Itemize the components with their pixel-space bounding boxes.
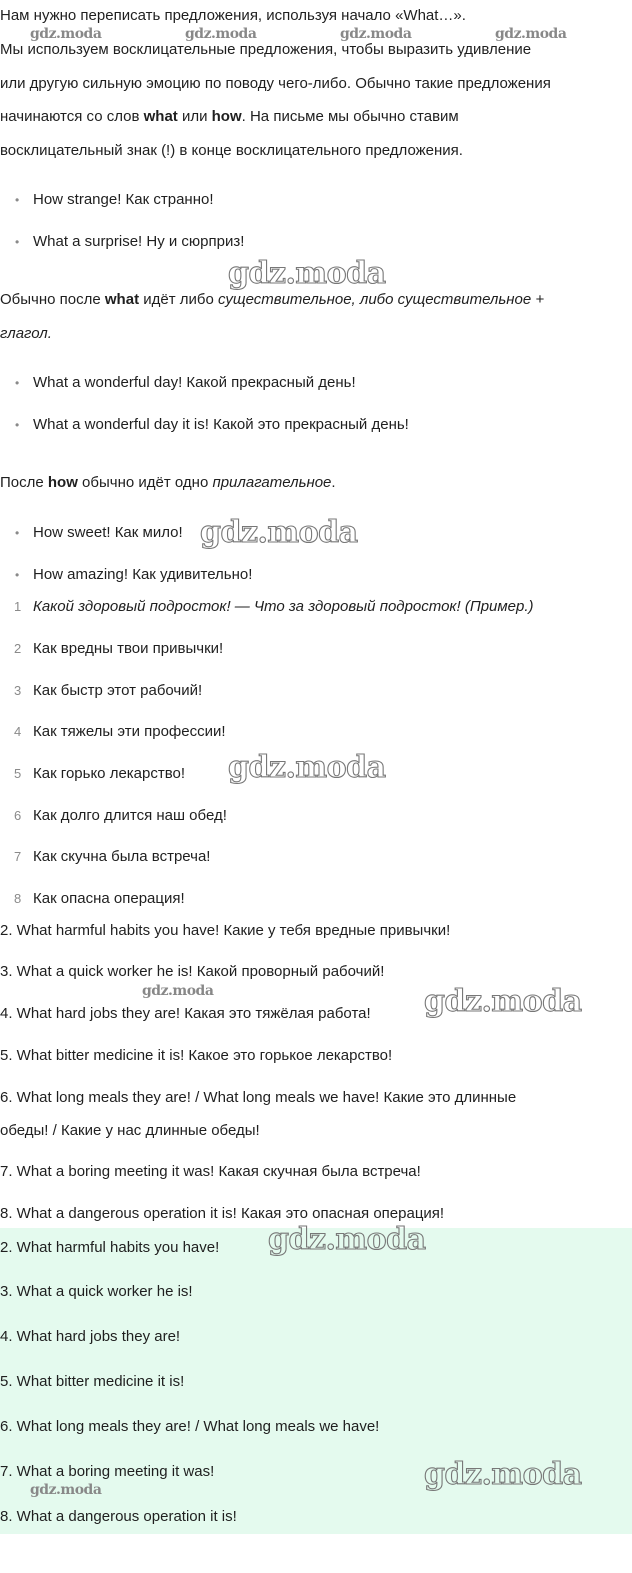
list-item: What a wonderful day it is! Какой это прекрасный день! [33,416,409,433]
answer-line: 8. What a dangerous operation it is! [0,1508,237,1525]
list-item: How sweet! Как мило! [33,524,183,541]
intro-paragraph-line: или другую сильную эмоцию по поводу чего-либо. Обычно такие предложения [0,75,551,92]
answer-line: 4. What hard jobs they are! [0,1328,181,1345]
task-item: Как скучна была встреча! [33,848,211,865]
task-number: 7 [14,849,22,864]
bullet: • [15,376,20,390]
task-item: Как долго длится наш обед! [33,807,227,824]
watermark: gdz.moda [228,750,386,785]
task-item: Какой здоровый подросток! — Что за здоровый подросток! (Пример.) [33,598,534,615]
task-number: 3 [14,683,22,698]
answer-line: 3. What a quick worker he is! [0,1283,193,1300]
paragraph-line: После how обычно идёт одно прилагательное. [0,474,336,491]
list-item: How strange! Как странно! [33,191,214,208]
answer-line: 6. What long meals they are! / What long meals we have! [0,1418,380,1435]
watermark: gdz.moda [30,1482,102,1498]
intro-instruction: Нам нужно переписать предложения, используя начало «What…». [0,7,466,24]
intro-paragraph-line: Мы используем восклицательные предложения, чтобы выразить удивление [0,41,532,58]
answer-line: 2. What harmful habits you have! Какие у тебя вредные привычки! [0,922,451,939]
watermark: gdz.moda [228,256,386,291]
task-item: Как быстр этот рабочий! [33,682,203,699]
watermark: gdz.moda [424,984,582,1019]
keyword-how: how [211,108,242,125]
watermark: gdz.moda [200,515,358,550]
bullet: • [15,418,20,432]
paragraph-line: глагол. [0,325,52,342]
task-item: Как тяжелы эти профессии! [33,723,226,740]
task-item: Как вредны твои привычки! [33,640,224,657]
watermark: gdz.moda [495,26,567,42]
watermark: gdz.moda [185,26,257,42]
answer-line: 2. What harmful habits you have! [0,1239,220,1256]
paragraph-line: Обычно после what идёт либо существительное, либо существительное + [0,291,545,308]
watermark: gdz.moda [142,983,214,999]
answer-line: 5. What bitter medicine it is! [0,1373,185,1390]
watermark: gdz.moda [30,26,102,42]
watermark: gdz.moda [340,26,412,42]
task-number: 1 [14,599,22,614]
bullet: • [15,526,20,540]
list-item: What a surprise! Ну и сюрприз! [33,233,245,250]
answer-line: обеды! / Какие у нас длинные обеды! [0,1122,260,1139]
task-item: Как горько лекарство! [33,765,186,782]
list-item: How amazing! Как удивительно! [33,566,253,583]
task-number: 8 [14,891,22,906]
watermark: gdz.moda [424,1457,582,1492]
watermark: gdz.moda [268,1222,426,1257]
bullet: • [15,193,20,207]
keyword-what: what [143,108,178,125]
intro-paragraph-line: восклицательный знак (!) в конце восклицательного предложения. [0,142,463,159]
answer-line: 3. What a quick worker he is! Какой проворный рабочий! [0,963,385,980]
task-number: 6 [14,808,22,823]
answer-line: 5. What bitter medicine it is! Какое это горькое лекарство! [0,1047,393,1064]
bullet: • [15,568,20,582]
answer-line: 8. What a dangerous operation it is! Какая это опасная операция! [0,1205,445,1222]
answer-line: 7. What a boring meeting it was! Какая скучная была встреча! [0,1163,421,1180]
task-number: 5 [14,766,22,781]
bullet: • [15,235,20,249]
task-number: 2 [14,641,22,656]
intro-paragraph-line: начинаются со слов what или how. На письме мы обычно ставим [0,108,459,125]
list-item: What a wonderful day! Какой прекрасный день! [33,374,356,391]
task-number: 4 [14,724,22,739]
answer-line: 4. What hard jobs they are! Какая это тяжёлая работа! [0,1005,371,1022]
task-item: Как опасна операция! [33,890,185,907]
answer-line: 7. What a boring meeting it was! [0,1463,215,1480]
answer-line: 6. What long meals they are! / What long meals we have! Какие это длинные [0,1089,517,1106]
